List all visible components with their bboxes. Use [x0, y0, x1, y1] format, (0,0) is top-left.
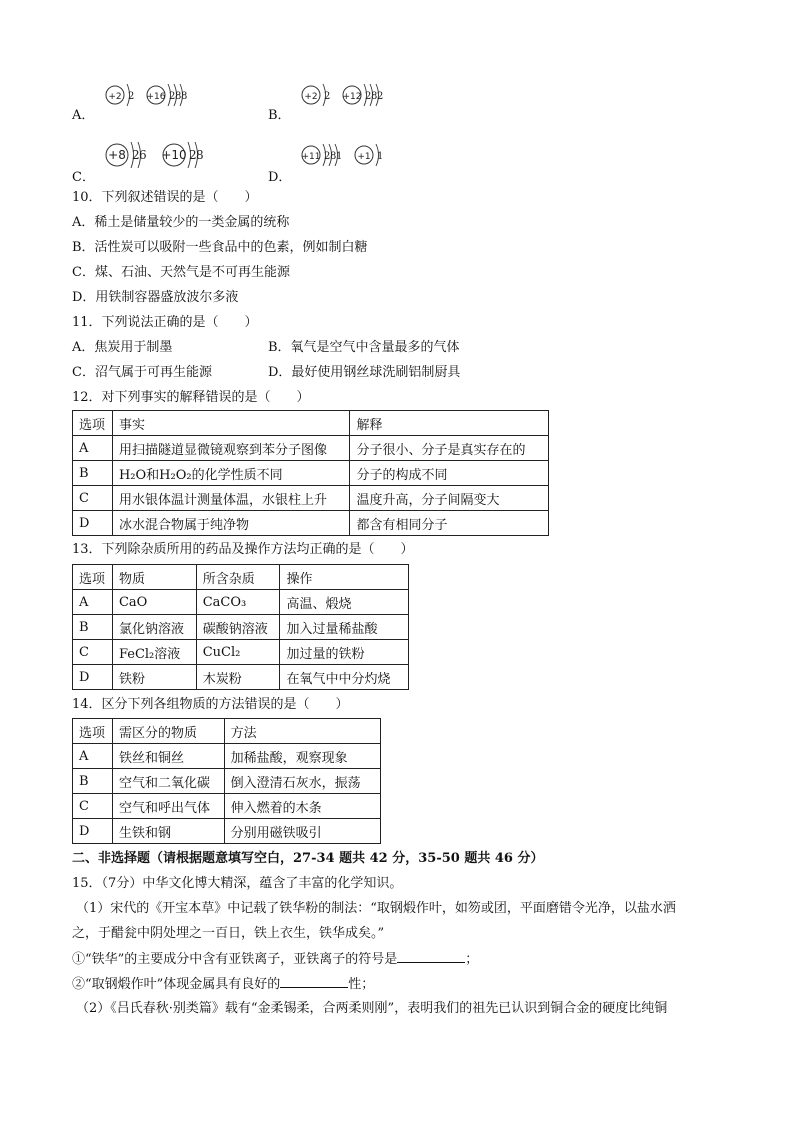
option-d-label: D．: [268, 170, 292, 185]
table-row: [73, 794, 381, 819]
question-text: 性；: [348, 977, 375, 992]
table-row: [73, 436, 549, 461]
table-cell: 铁粉: [112, 665, 196, 690]
header-cell: 选项: [73, 411, 113, 436]
nucleus-charge: +10: [161, 148, 187, 162]
table-cell: 木炭粉: [196, 665, 280, 690]
section-heading: 二、非选择题（请根据题意填写空白，27-34 题共 42 分，35-50 题共 46 分）: [72, 851, 544, 866]
electron-count: 6: [139, 148, 147, 162]
q15-part1-line1: （1）宋代的《开宝本草》中记载了铁华粉的制法：“取钢煅作叶，如笏或团，平面磨错令光净，以盐水洒: [76, 901, 676, 916]
header-cell: 解释: [350, 411, 549, 436]
table-cell: 空气和二氧化碳: [112, 769, 224, 794]
option-c-label: C．: [72, 170, 95, 185]
nucleus-charge: +12: [342, 92, 362, 102]
atom-diagram-d: [300, 140, 400, 172]
header-cell: 选项: [73, 565, 113, 590]
table-cell: 加稀盐酸，观察现象: [224, 744, 380, 769]
electron-count: 1: [377, 151, 384, 162]
header-cell: 事实: [112, 411, 350, 436]
table-cell: B: [73, 769, 113, 794]
table-row: [73, 640, 409, 665]
table-cell: D: [73, 819, 113, 844]
header-cell: 方法: [224, 719, 380, 744]
electron-count: 8: [196, 148, 204, 162]
q10-stem: 10．下列叙述错误的是（ ）: [72, 190, 258, 205]
table-cell: B: [73, 461, 113, 486]
header-cell: 物质: [112, 565, 196, 590]
table-row: [73, 461, 549, 486]
table-cell: 氯化钠溶液: [112, 615, 196, 640]
nucleus-charge: +8: [108, 148, 126, 162]
table-row: [73, 819, 381, 844]
table-cell: CuCl₂: [196, 640, 280, 665]
table-cell: 高温、煅烧: [280, 590, 409, 615]
atom-diagram-b: [300, 80, 400, 112]
q15-part1-question1: [72, 950, 478, 969]
nucleus-charge: +16: [146, 92, 166, 102]
option-b-label: B．: [268, 108, 291, 123]
table-cell: 温度升高，分子间隔变大: [350, 486, 549, 511]
table-cell: A: [73, 744, 113, 769]
nucleus-charge: +1: [357, 152, 371, 162]
nucleus-charge: +11: [301, 152, 321, 162]
q11-option-c: C．沼气属于可再生能源: [72, 365, 212, 380]
answer-blank[interactable]: [280, 975, 348, 988]
table-cell: C: [73, 794, 113, 819]
question-text: ②“取钢煅作叶”体现金属具有良好的: [72, 977, 281, 992]
electron-count: 2: [169, 91, 176, 102]
table-cell: 分子的构成不同: [350, 461, 549, 486]
q15-stem: 15．（7分）中华文化博大精深，蕴含了丰富的化学知识。: [72, 876, 403, 891]
electron-count: 2: [189, 148, 197, 162]
electron-count: 1: [336, 151, 343, 162]
table-cell: 在氧气中中分灼烧: [280, 665, 409, 690]
table-cell: 用水银体温计测量体温，水银柱上升: [112, 486, 350, 511]
table-cell: CaO: [112, 590, 196, 615]
table-cell: 生铁和钢: [112, 819, 224, 844]
option-a-label: A．: [72, 108, 95, 123]
table-cell: 分子很小、分子是真实存在的: [350, 436, 549, 461]
q12-stem: 12．对下列事实的解释错误的是（ ）: [72, 390, 310, 405]
electron-count: 2: [132, 148, 140, 162]
q15-part1-question2: [72, 975, 374, 994]
table-cell: 加过量的铁粉: [280, 640, 409, 665]
header-cell: 操作: [280, 565, 409, 590]
table-header-row: [73, 565, 409, 590]
header-cell: 需区分的物质: [112, 719, 224, 744]
table-cell: A: [73, 590, 113, 615]
q10-option-d: D．用铁制容器盛放波尔多液: [72, 290, 239, 305]
q11-stem: 11．下列说法正确的是（ ）: [72, 315, 258, 330]
electron-count: 2: [324, 151, 331, 162]
q15-part1-line2: 之，于醋瓮中阴处埋之一百日，铁上衣生，铁华成矣。”: [72, 926, 385, 941]
answer-blank[interactable]: [397, 950, 465, 963]
table-cell: 倒入澄清石灰水，振荡: [224, 769, 380, 794]
q11-option-a: A．焦炭用于制墨: [72, 340, 173, 355]
table-cell: 碳酸钠溶液: [196, 615, 280, 640]
electron-count: 2: [377, 91, 384, 102]
electron-count: 2: [324, 91, 331, 102]
table-row: [73, 486, 549, 511]
table-cell: B: [73, 615, 113, 640]
table-cell: 用扫描隧道显微镜观察到苯分子图像: [112, 436, 350, 461]
electron-count: 2: [365, 91, 372, 102]
table-cell: D: [73, 665, 113, 690]
table-cell: 冰水混合物属于纯净物: [112, 511, 350, 536]
table-row: [73, 744, 381, 769]
q13-table: [72, 564, 409, 690]
atom-diagram-a: [104, 80, 204, 112]
electron-count: 8: [330, 151, 337, 162]
q11-option-b: B．氧气是空气中含量最多的气体: [268, 340, 460, 355]
q12-table: [72, 410, 549, 536]
q11-option-d: D．最好使用钢丝球洗刷铝制厨具: [268, 365, 461, 380]
table-row: [73, 769, 381, 794]
q10-option-b: B．活性炭可以吸附一些食品中的色素，例如制白糖: [72, 240, 368, 255]
table-cell: D: [73, 511, 113, 536]
nucleus-charge: +2: [108, 92, 122, 102]
table-cell: 铁丝和铜丝: [112, 744, 224, 769]
table-cell: C: [73, 486, 113, 511]
header-cell: 选项: [73, 719, 113, 744]
table-row: [73, 615, 409, 640]
q15-part2-line1: （2）《吕氏春秋·别类篇》载有“金柔锡柔，合两柔则刚”，表明我们的祖先已认识到铜合金的硬度比纯铜: [76, 1001, 668, 1016]
table-cell: 加入过量稀盐酸: [280, 615, 409, 640]
table-cell: H₂O和H₂O₂的化学性质不同: [112, 461, 350, 486]
table-header-row: [73, 411, 549, 436]
header-cell: 所含杂质: [196, 565, 280, 590]
q13-stem: 13．下列除杂质所用的药品及操作方法均正确的是（ ）: [72, 542, 414, 557]
table-cell: A: [73, 436, 113, 461]
question-text: ①“铁华”的主要成分中含有亚铁离子，亚铁离子的符号是: [72, 952, 398, 967]
table-header-row: [73, 719, 381, 744]
q10-option-a: A．稀土是储量较少的一类金属的统称: [72, 215, 290, 230]
q14-table: [72, 718, 381, 844]
table-cell: 空气和呼出气体: [112, 794, 224, 819]
table-row: [73, 590, 409, 615]
nucleus-charge: +2: [304, 92, 318, 102]
q10-option-c: C．煤、石油、天然气是不可再生能源: [72, 265, 290, 280]
table-cell: 伸入燃着的木条: [224, 794, 380, 819]
electron-count: 8: [175, 91, 182, 102]
table-cell: CaCO₃: [196, 590, 280, 615]
atom-diagram-c: [104, 137, 224, 173]
table-cell: 分别用磁铁吸引: [224, 819, 380, 844]
question-text: ；: [465, 952, 479, 967]
electron-count: 2: [128, 91, 135, 102]
table-cell: 都含有相同分子: [350, 511, 549, 536]
table-cell: FeCl₂溶液: [112, 640, 196, 665]
electron-count: 8: [371, 91, 378, 102]
table-row: [73, 665, 409, 690]
table-cell: C: [73, 640, 113, 665]
table-row: [73, 511, 549, 536]
q14-stem: 14．区分下列各组物质的方法错误的是（ ）: [72, 697, 349, 712]
electron-count: 8: [181, 91, 188, 102]
